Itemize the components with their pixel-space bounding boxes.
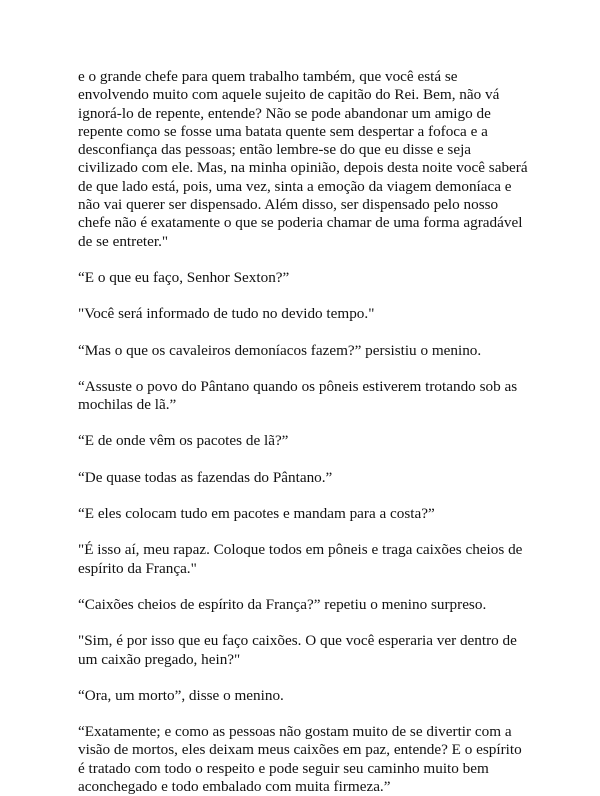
paragraph-3: "Você será informado de tudo no devido tempo."	[78, 305, 375, 323]
paragraph-4: “Mas o que os cavaleiros demoníacos fazem?” persistiu o menino.	[78, 341, 482, 359]
paragraph-12: “Ora, um morto”, disse o menino.	[78, 686, 284, 704]
paragraph-8: “E eles colocam tudo em pacotes e mandam para a costa?”	[78, 505, 435, 523]
paragraph-1: e o grande chefe para quem trabalho também, que você está se envolvendo muito com aquele sujeito de capitão do Rei. Bem, não vá ignorá-lo de repente, entende? Não se pode abandonar um amigo de repente como se fosse uma batata quente sem despertar a fofoca e a desconfiança das pessoas; então lembre-se do que eu disse e seja civilizado com ele. Mas, na minha opinião, depois desta noite você saberá de que lado está, pois, uma vez, sinta a emoção da viagem demoníaca e não vai querer ser dispensado. Além disso, ser dispensado pelo nosso chefe não é exatamente o que se poderia chamar de uma forma agradável de se entreter."	[78, 68, 528, 250]
paragraph-9: "É isso aí, meu rapaz. Coloque todos em pôneis e traga caixões cheios de espírito da França."	[78, 541, 523, 577]
paragraph-13: “Exatamente; e como as pessoas não gostam muito de se divertir com a visão de mortos, eles deixam meus caixões em paz, entende? E o espírito é tratado com todo o respeito e pode seguir seu caminho muito bem aconchegado e todo embalado com muita firmeza.”	[78, 723, 522, 796]
paragraph-11: "Sim, é por isso que eu faço caixões. O que você esperaria ver dentro de um caixão pregado, hein?"	[78, 632, 517, 668]
paragraph-10: “Caixões cheios de espírito da França?” repetiu o menino surpreso.	[78, 595, 487, 613]
paragraph-2: “E o que eu faço, Senhor Sexton?”	[78, 268, 290, 286]
paragraph-5: “Assuste o povo do Pântano quando os pôneis estiverem trotando sob as mochilas de lã.”	[78, 377, 518, 414]
document-page	[78, 68, 530, 796]
paragraph-7: “De quase todas as fazendas do Pântano.”	[78, 468, 333, 486]
paragraph-6: “E de onde vêm os pacotes de lã?”	[78, 432, 289, 450]
